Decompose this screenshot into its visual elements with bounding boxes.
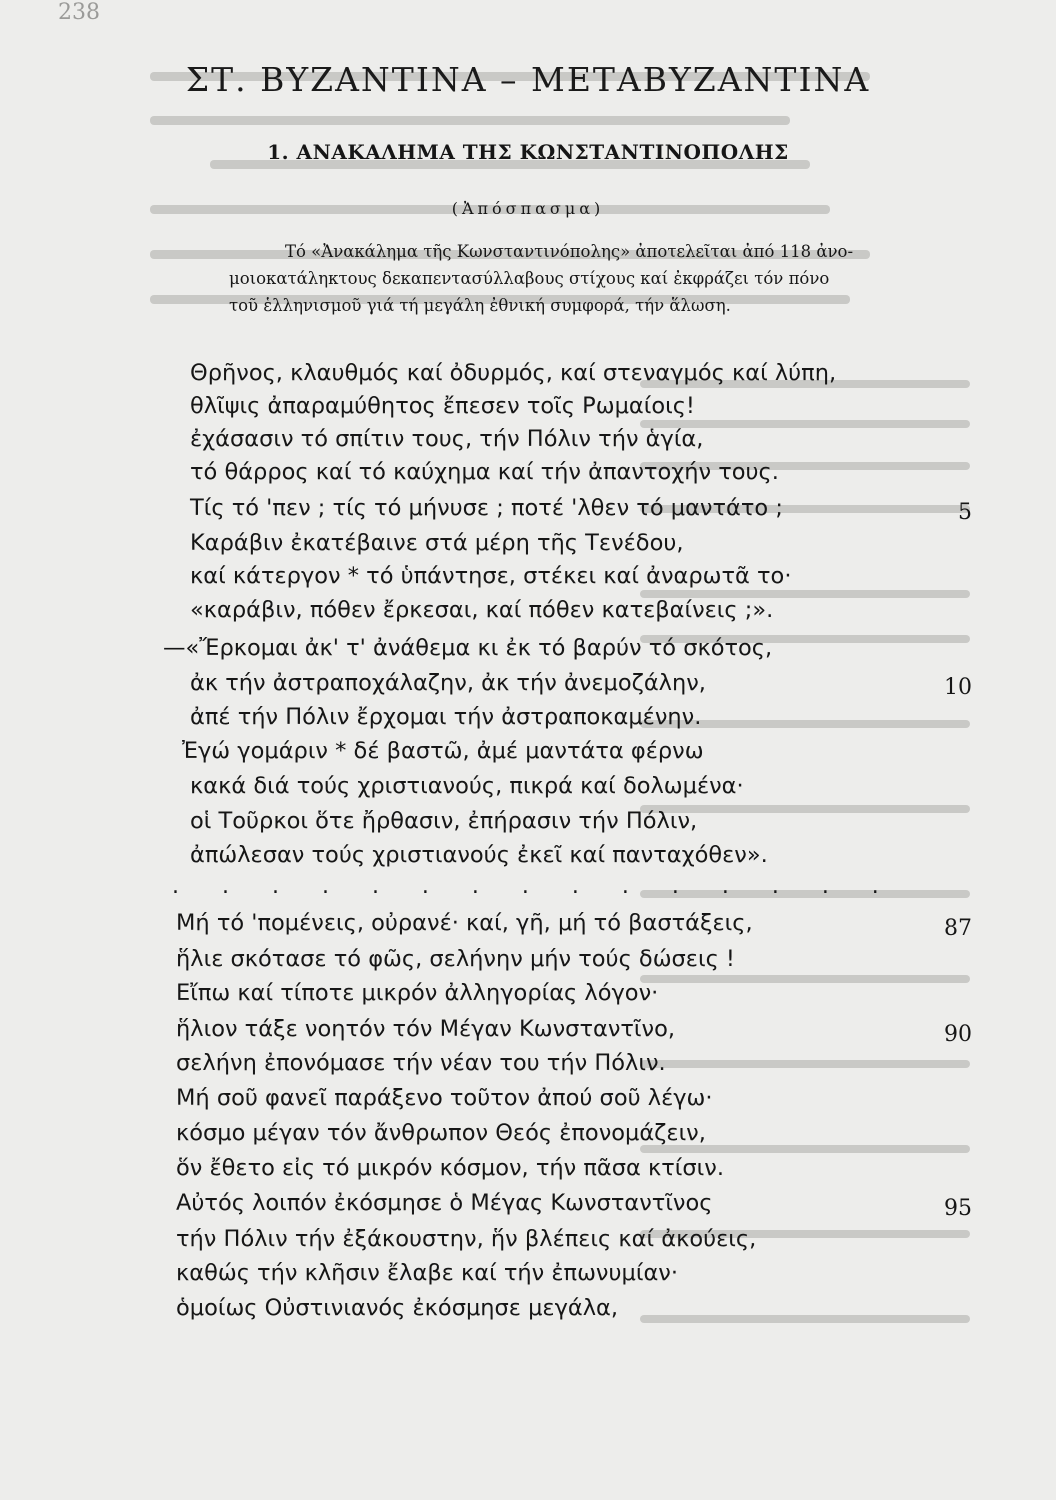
line-number: 95 xyxy=(944,1196,972,1221)
verse-line: «καράβιν, πόθεν ἔρκεσαι, καί πόθεν κατεβαίνεις ;». xyxy=(190,597,774,623)
verse-line: σελήνη ἐπονόμασε τήν νέαν του τήν Πόλιν. xyxy=(176,1050,666,1076)
verse-line: ὁμοίως Οὐστινιανός ἐκόσμησε μεγάλα, xyxy=(176,1295,619,1321)
intro-line: Τό «Ἀνακάλημα τῆς Κωνσταντινόπολης» ἀποτελεῖται ἀπό 118 ἀνο- xyxy=(285,242,854,261)
intro-paragraph xyxy=(229,238,1015,319)
verse-line: κόσμο μέγαν τόν ἄνθρωπον Θεός ἐπονομάζειν, xyxy=(176,1120,706,1146)
verse-line: Μή τό 'πομένεις, οὐρανέ· καί, γῆ, μή τό βαστάξεις, xyxy=(176,910,753,936)
verse-line: Θρῆνος, κλαυθμός καί ὀδυρμός, καί στεναγμός καί λύπη, xyxy=(190,360,837,386)
poem-subtitle: (Ἀπόσπασμα) xyxy=(451,199,605,218)
verse-line: ἀπώλεσαν τούς χριστιανούς ἐκεῖ καί πανταχόθεν». xyxy=(190,842,768,868)
verse-line: Εἴπω καί τίποτε μικρόν ἀλληγορίας λόγον· xyxy=(176,980,659,1006)
line-number: 87 xyxy=(944,916,972,941)
verse-line: οἱ Τοῦρκοι ὅτε ἤρθασιν, ἐπήρασιν τήν Πόλιν, xyxy=(190,808,698,834)
verse-line: ἀκ τήν ἀστραποχάλαζην, ἀκ τήν ἀνεμοζάλην, xyxy=(190,670,706,696)
intro-line: τοῦ ἑλληνισμοῦ γιά τή μεγάλη ἐθνική συμφορά, τήν ἅλωση. xyxy=(229,296,731,315)
verse-line: καθώς τήν κλῆσιν ἔλαβε καί τήν ἐπωνυμίαν· xyxy=(176,1260,678,1286)
line-number: 10 xyxy=(944,675,972,700)
verse-line: ἥλιε σκότασε τό φῶς, σελήνην μήν τούς δώσεις ! xyxy=(176,946,735,972)
verse-line: ἀπέ τήν Πόλιν ἔρχομαι τήν ἀστραποκαμένην. xyxy=(190,704,702,730)
verse-line: Τίς τό 'πεν ; τίς τό μήνυσε ; ποτέ 'λθεν τό μαντάτο ; xyxy=(190,495,783,521)
verse-line: —«Ἔρκομαι ἀκ' τ' ἀνάθεμα κι ἐκ τό βαρύν τό σκότος, xyxy=(163,635,773,661)
line-number: 90 xyxy=(944,1022,972,1047)
verse-line: Μή σοῦ φανεῖ παράξενο τοῦτον ἀπού σοῦ λέγω· xyxy=(176,1085,713,1111)
verse-line: τήν Πόλιν τήν ἐξάκουστην, ἥν βλέπεις καί ἀκούεις, xyxy=(176,1226,757,1252)
verse-line: Αὐτός λοιπόν ἐκόσμησε ὁ Μέγας Κωνσταντῖνος xyxy=(176,1190,713,1216)
verse-line: τό θάρρος καί τό καύχημα καί τήν ἀπαντοχήν τους. xyxy=(190,459,779,485)
page-number: 238 xyxy=(58,0,100,25)
verse-line: καί κάτεργον * τό ὑπάντησε, στέκει καί ἀναρωτᾶ το· xyxy=(190,563,792,589)
verse-line: κακά διά τούς χριστιανούς, πικρά καί δολωμένα· xyxy=(190,773,744,799)
verse-line: ὅν ἔθετο εἰς τό μικρόν κόσμον, τήν πᾶσα κτίσιν. xyxy=(176,1155,724,1181)
verse-line: Καράβιν ἐκατέβαινε στά μέρη τῆς Τενέδου, xyxy=(190,530,684,556)
poem-title: 1. ΑΝΑΚΑΛΗΜΑ ΤΗΣ ΚΩΝΣΤΑΝΤΙΝΟΠΟΛΗΣ xyxy=(267,140,789,164)
line-number: 5 xyxy=(958,500,972,525)
section-title: ΣΤ. ΒΥΖΑΝΤΙΝΑ – ΜΕΤΑΒΥΖΑΝΤΙΝΑ xyxy=(185,60,871,99)
verse-line: θλῖψις ἀπαραμύθητος ἔπεσεν τοῖς Ρωμαίοις! xyxy=(190,393,695,419)
verse-line: ἐχάσασιν τό σπίτιν τους, τήν Πόλιν τήν ἁγία, xyxy=(190,426,704,452)
intro-line: μοιοκατάληκτους δεκαπεντασύλλαβους στίχους καί ἐκφράζει τόν πόνο xyxy=(229,269,830,288)
verse-line: Ἐγώ γομάριν * δέ βαστῶ, ἀμέ μαντάτα φέρνω xyxy=(182,738,704,764)
verse-line: ἥλιον τάξε νοητόν τόν Μέγαν Κωνσταντῖνο, xyxy=(176,1016,676,1042)
omission-ellipsis: . . . . . . . . . . . . . . . xyxy=(172,874,897,899)
